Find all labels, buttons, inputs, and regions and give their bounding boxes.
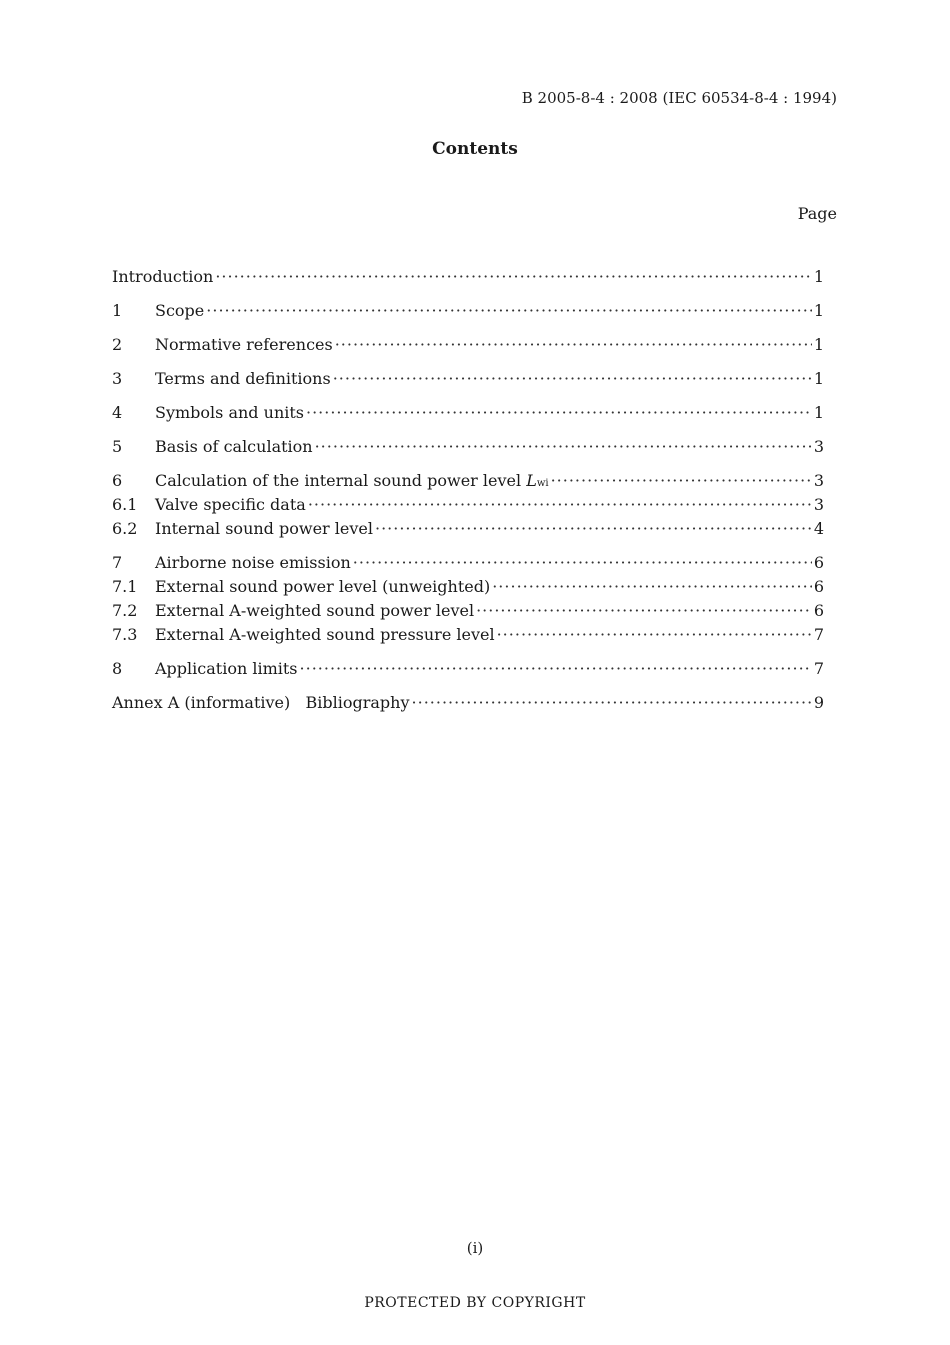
toc-page: 6 — [813, 601, 824, 620]
toc-number: 6.1 — [112, 495, 138, 514]
toc-page: 4 — [813, 519, 824, 538]
dot-leader — [375, 517, 812, 541]
toc-entry-internal-sound-power-level[interactable] — [112, 517, 824, 541]
toc-entry-symbols-units[interactable] — [112, 401, 824, 425]
toc-title: Scope — [155, 301, 205, 320]
toc-title: Basis of calculation — [155, 437, 313, 456]
toc-title: Valve specific data — [155, 495, 306, 514]
symbol-subscript: wi — [536, 478, 549, 489]
toc-page: 3 — [813, 495, 824, 514]
toc-number: 3 — [112, 369, 123, 388]
toc-entry-internal-sound-power-calculation[interactable] — [112, 469, 824, 493]
toc-page: 6 — [813, 553, 824, 572]
toc-title: Terms and definitions — [155, 369, 331, 388]
toc-number: 7 — [112, 553, 123, 572]
toc-title: External A-weighted sound pressure level — [155, 625, 495, 644]
dot-leader — [215, 265, 811, 289]
dot-leader — [315, 435, 812, 459]
toc-page: 9 — [813, 693, 824, 712]
toc-number: 5 — [112, 437, 123, 456]
page-title: Contents — [432, 139, 518, 159]
toc-entry-basis-calculation[interactable] — [112, 435, 824, 459]
toc-number: 6 — [112, 471, 123, 490]
dot-leader — [497, 623, 812, 647]
dot-leader — [476, 599, 812, 623]
toc-number: 8 — [112, 659, 123, 678]
toc-entry-external-unweighted[interactable] — [112, 575, 824, 599]
toc-entry-normative-references[interactable] — [112, 333, 824, 357]
dot-leader — [335, 333, 812, 357]
dot-leader — [308, 493, 812, 517]
toc-number: 6.2 — [112, 519, 138, 538]
toc-title — [155, 469, 549, 496]
toc-page: 3 — [813, 437, 824, 456]
dot-leader — [353, 551, 812, 575]
toc-page: 7 — [813, 625, 824, 644]
toc-page: 6 — [813, 577, 824, 596]
toc-number: 7.1 — [112, 577, 138, 596]
toc-number: 7.2 — [112, 601, 138, 620]
toc-entry-airborne-noise[interactable] — [112, 551, 824, 575]
toc-number: 1 — [112, 301, 123, 320]
toc-entry-scope[interactable] — [112, 299, 824, 323]
dot-leader — [412, 691, 812, 715]
toc-title: External A-weighted sound power level — [155, 601, 475, 620]
dot-leader — [206, 299, 812, 323]
toc-page: 1 — [813, 335, 824, 354]
toc-page: 1 — [813, 369, 824, 388]
symbol-l: L — [526, 471, 537, 490]
toc-entry-introduction[interactable] — [112, 265, 824, 289]
dot-leader — [300, 657, 812, 681]
toc-entry-valve-specific-data[interactable] — [112, 493, 824, 517]
toc-entry-annex-a[interactable] — [112, 691, 824, 715]
toc-page: 7 — [813, 659, 824, 678]
toc-entry-external-a-weighted-power[interactable] — [112, 599, 824, 623]
toc-title: Normative references — [155, 335, 333, 354]
toc-title: Introduction — [112, 267, 214, 286]
toc-page: 3 — [813, 471, 824, 490]
dot-leader — [333, 367, 812, 391]
dot-leader — [492, 575, 812, 599]
dot-leader — [306, 401, 812, 425]
toc-title: Application limits — [155, 659, 298, 678]
toc-page: 1 — [813, 267, 824, 286]
table-of-contents — [112, 265, 824, 715]
toc-title-text: Calculation of the internal sound power level — [155, 471, 527, 490]
copyright-notice: PROTECTED BY COPYRIGHT — [364, 1295, 586, 1311]
page-number: (i) — [466, 1239, 484, 1257]
page-column-label: Page — [797, 204, 837, 223]
toc-title: External sound power level (unweighted) — [155, 577, 491, 596]
toc-number: 2 — [112, 335, 123, 354]
toc-title: Annex A (informative) Bibliography — [112, 693, 410, 712]
dot-leader — [551, 469, 812, 493]
toc-title: Airborne noise emission — [155, 553, 351, 572]
toc-page: 1 — [813, 403, 824, 422]
toc-title: Internal sound power level — [155, 519, 373, 538]
toc-title: Symbols and units — [155, 403, 304, 422]
toc-number: 7.3 — [112, 625, 138, 644]
toc-entry-terms-definitions[interactable] — [112, 367, 824, 391]
toc-entry-external-a-weighted-pressure[interactable] — [112, 623, 824, 647]
toc-number: 4 — [112, 403, 123, 422]
toc-entry-application-limits[interactable] — [112, 657, 824, 681]
toc-page: 1 — [813, 301, 824, 320]
standard-reference: B 2005-8-4 : 2008 (IEC 60534-8-4 : 1994) — [521, 89, 837, 107]
